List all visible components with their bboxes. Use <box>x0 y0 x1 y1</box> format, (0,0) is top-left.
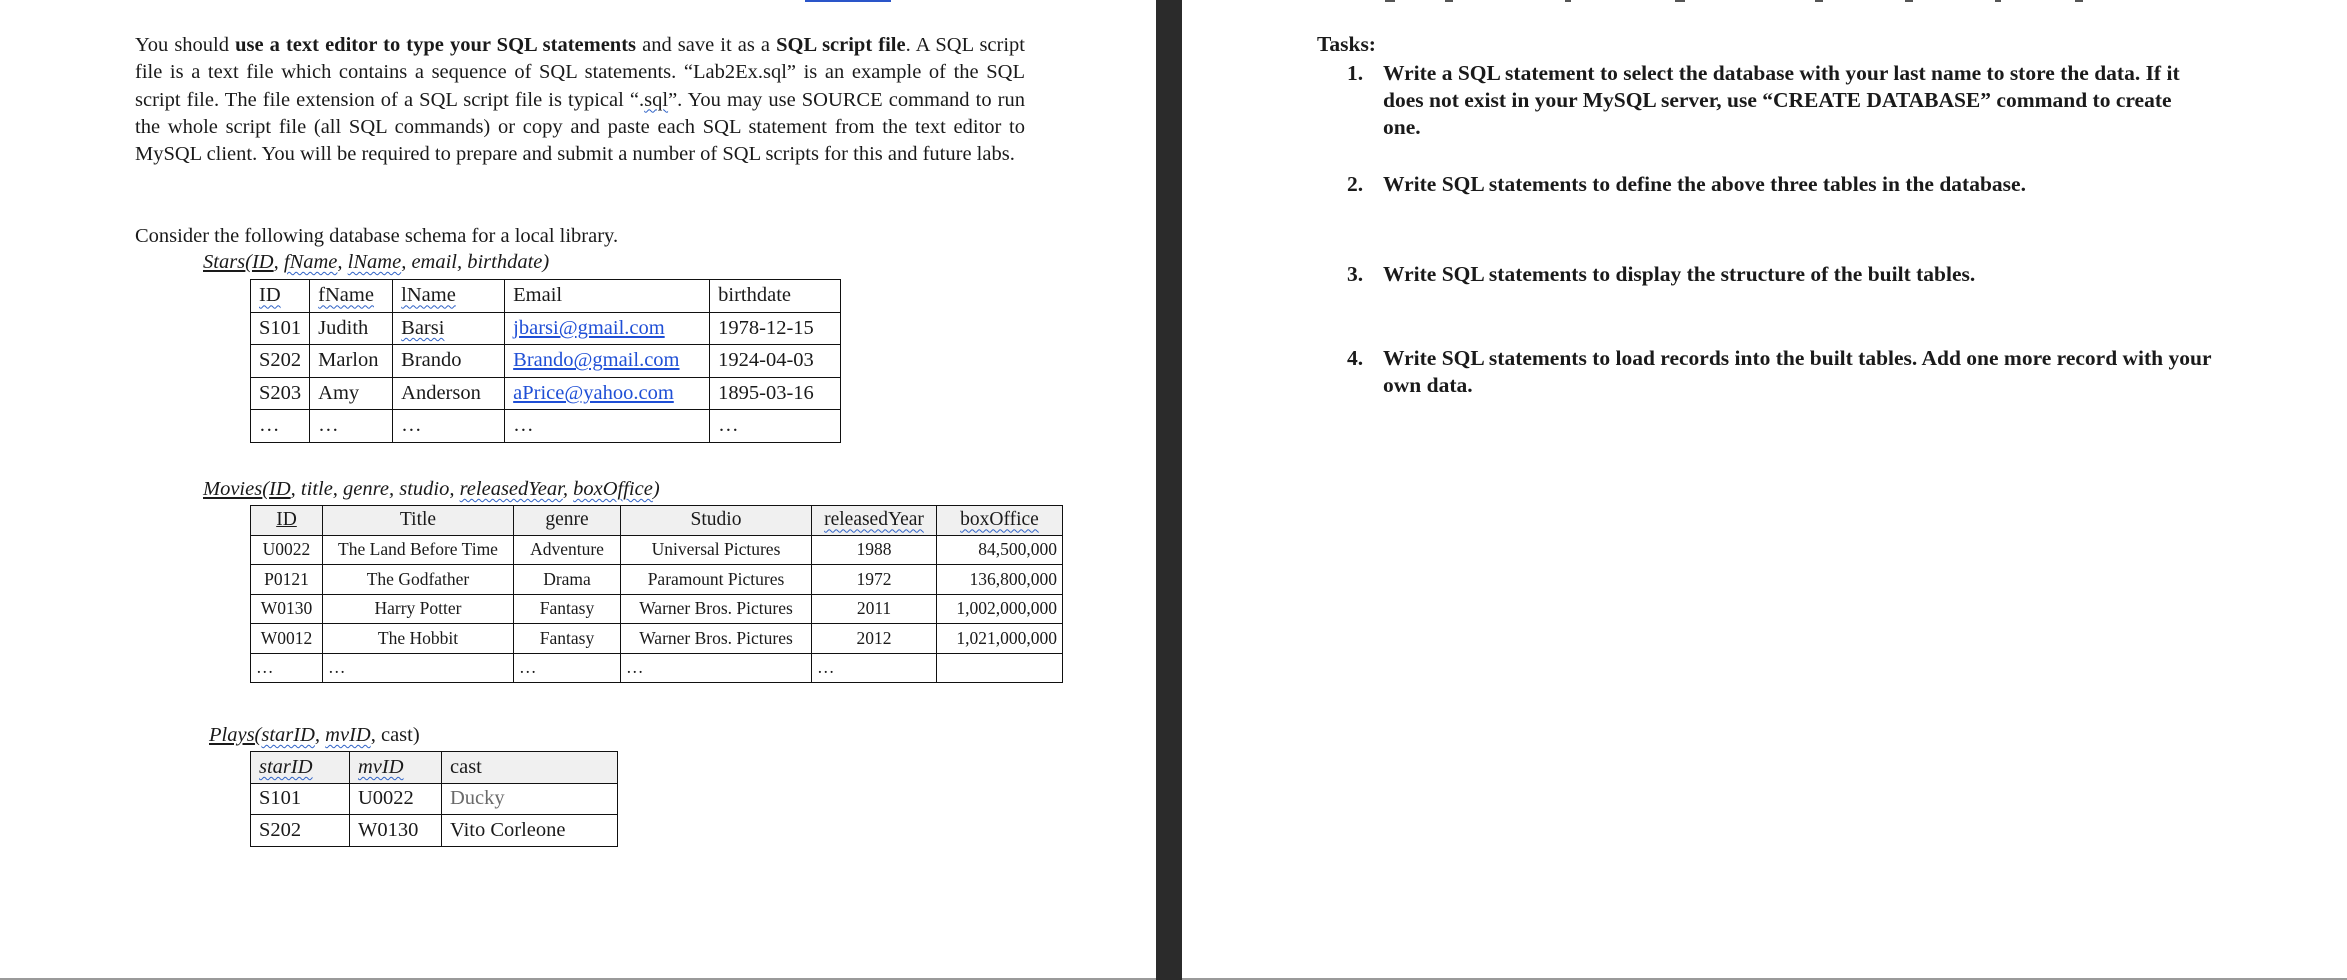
table-cell: Adventure <box>514 535 621 565</box>
table-cell: 1972 <box>812 565 937 595</box>
intro-text: You should <box>135 34 236 56</box>
table-row <box>251 345 841 378</box>
table-cell: The Land Before Time <box>323 535 514 565</box>
intro-paragraph <box>135 32 1025 168</box>
table-cell: 1988 <box>812 535 937 565</box>
plays-schema-key: mvID <box>325 724 371 746</box>
plays-schema-key: starID <box>261 724 315 746</box>
task-text: Write SQL statements to load records into the built tables. Add one more record with your own data. <box>1383 346 2212 397</box>
table-cell: 1,002,000,000 <box>937 594 1063 624</box>
email-link[interactable]: Brando@gmail.com <box>505 345 710 378</box>
stars-schema-attr: lName <box>347 251 402 273</box>
intro-text: and save it as a <box>636 34 777 56</box>
table-cell: S202 <box>251 345 310 378</box>
table-cell: Drama <box>514 565 621 595</box>
table-cell: Fantasy <box>514 594 621 624</box>
schema-paren: ( <box>245 251 252 273</box>
table-cell: 1978-12-15 <box>710 312 841 345</box>
table-row <box>251 624 1063 654</box>
intro-bold-text: SQL script file <box>776 34 906 56</box>
table-cell: S101 <box>251 783 350 815</box>
task-number: 3. <box>1347 262 1364 286</box>
intro-sql-extension: sql <box>644 88 669 111</box>
plays-schema-line <box>209 722 420 748</box>
table-cell: The Godfather <box>323 565 514 595</box>
table-cell: Warner Bros. Pictures <box>621 594 812 624</box>
task-text: Write SQL statements to display the structure of the built tables. <box>1383 262 1976 286</box>
table-row <box>251 653 1063 683</box>
schema-intro-text: Consider the following database schema for a local library. <box>135 225 619 247</box>
table-header-cell: birthdate <box>710 280 841 313</box>
table-header-cell: genre <box>514 506 621 536</box>
table-header-cell: boxOffice <box>937 506 1063 536</box>
table-cell: 2011 <box>812 594 937 624</box>
document-page-right <box>1182 0 2347 980</box>
task-number: 2. <box>1347 172 1364 196</box>
table-cell: Warner Bros. Pictures <box>621 624 812 654</box>
schema-paren: ( <box>262 478 270 500</box>
table-row <box>251 410 841 443</box>
table-cell: Fantasy <box>514 624 621 654</box>
table-cell: 1895-03-16 <box>710 377 841 410</box>
table-header-cell: lName <box>393 280 505 313</box>
tasks-heading: Tasks: <box>1317 32 1376 56</box>
stars-schema-key: ID <box>251 251 274 273</box>
movies-schema-name: Movies <box>203 478 263 500</box>
table-cell: … <box>812 653 937 683</box>
table-row <box>251 783 618 815</box>
table-header-cell: Email <box>505 280 710 313</box>
table-cell: Barsi <box>393 312 505 345</box>
table-cell: Universal Pictures <box>621 535 812 565</box>
table-cell: Ducky <box>442 783 618 815</box>
table-header-row <box>251 752 618 784</box>
intro-bold-text: use a text editor to type your SQL statements <box>235 34 637 56</box>
task-text: Write SQL statements to define the above three tables in the database. <box>1383 172 2026 196</box>
movies-schema-attrs: , title, genre, studio, <box>290 478 460 500</box>
table-header-cell: Title <box>323 506 514 536</box>
table-cell: … <box>393 410 505 443</box>
table-cell <box>937 653 1063 683</box>
movies-schema-attr: boxOffice <box>573 478 653 500</box>
table-cell: … <box>310 410 393 443</box>
plays-table <box>250 751 618 847</box>
table-cell: 1924-04-03 <box>710 345 841 378</box>
table-cell: Judith <box>310 312 393 345</box>
table-cell: 136,800,000 <box>937 565 1063 595</box>
table-cell: U0022 <box>350 783 442 815</box>
table-cell: Paramount Pictures <box>621 565 812 595</box>
table-header-cell: releasedYear <box>812 506 937 536</box>
table-cell: Amy <box>310 377 393 410</box>
movies-schema-key: ID <box>269 478 291 500</box>
table-header-cell: ID <box>251 280 310 313</box>
table-cell: 1,021,000,000 <box>937 624 1063 654</box>
email-link[interactable]: jbarsi@gmail.com <box>505 312 710 345</box>
schema-paren: ( <box>254 724 262 746</box>
task-text: Write a SQL statement to select the database with your last name to store the data. If it does not exist in your MySQL server, use “CREATE DATABASE” command to create one. <box>1383 61 2180 139</box>
table-row <box>251 377 841 410</box>
stars-table <box>250 279 841 443</box>
table-row <box>251 594 1063 624</box>
table-header-row <box>251 506 1063 536</box>
table-row <box>251 312 841 345</box>
schema-paren: ) <box>652 478 660 500</box>
task-number: 4. <box>1347 346 1364 370</box>
table-cell: … <box>514 653 621 683</box>
schema-separator: , <box>273 251 284 273</box>
clipped-hyperlink-underline <box>805 0 891 2</box>
schema-separator: , <box>314 724 326 746</box>
schema-separator: , <box>337 251 348 273</box>
schema-separator: , <box>562 478 574 500</box>
table-row <box>251 565 1063 595</box>
table-cell: P0121 <box>251 565 323 595</box>
table-cell: S202 <box>251 815 350 847</box>
table-cell: … <box>505 410 710 443</box>
table-header-cell: mvID <box>350 752 442 784</box>
movies-schema-attr: releasedYear <box>459 478 563 500</box>
table-row <box>251 815 618 847</box>
table-header-cell: starID <box>251 752 350 784</box>
table-cell: … <box>710 410 841 443</box>
stars-schema-name: Stars <box>203 251 246 273</box>
table-header-cell: ID <box>251 506 323 536</box>
table-row <box>251 535 1063 565</box>
stars-schema-line <box>203 249 549 275</box>
table-cell: … <box>621 653 812 683</box>
table-header-row <box>251 280 841 313</box>
table-cell: 84,500,000 <box>937 535 1063 565</box>
table-cell: Marlon <box>310 345 393 378</box>
table-cell: 2012 <box>812 624 937 654</box>
table-cell: The Hobbit <box>323 624 514 654</box>
table-header-cell: fName <box>310 280 393 313</box>
table-cell: W0130 <box>251 594 323 624</box>
stars-schema-attr: fName <box>283 251 338 273</box>
task-number: 1. <box>1347 61 1364 85</box>
plays-schema-attrs: , cast) <box>370 724 420 746</box>
movies-schema-line <box>203 476 660 502</box>
movies-table <box>250 505 1063 683</box>
table-cell: U0022 <box>251 535 323 565</box>
table-cell: W0130 <box>350 815 442 847</box>
table-cell: Harry Potter <box>323 594 514 624</box>
stars-schema-attrs: , email, birthdate) <box>401 251 550 273</box>
plays-schema-name: Plays <box>209 724 255 746</box>
table-cell: … <box>323 653 514 683</box>
table-cell: S203 <box>251 377 310 410</box>
table-header-cell: cast <box>442 752 618 784</box>
table-cell: … <box>251 653 323 683</box>
intro-text: ”. You may use SOURCE command to run the whole script file (all SQL commands) or copy and paste each SQL statement from the text editor to MySQL client. You will be required to prepare and submit a number of SQL scripts for this and future labs. <box>135 88 1026 166</box>
page-gutter <box>1156 0 1182 980</box>
table-cell: Vito Corleone <box>442 815 618 847</box>
email-link[interactable]: aPrice@yahoo.com <box>505 377 710 410</box>
table-header-cell: Studio <box>621 506 812 536</box>
table-cell: … <box>251 410 310 443</box>
table-cell: Anderson <box>393 377 505 410</box>
document-page-left <box>0 0 1156 980</box>
clipped-text-descenders <box>1385 0 2085 3</box>
table-cell: Brando <box>393 345 505 378</box>
intro-text: . A SQL script file is a text file which contains a sequence of SQL statements. “Lab2Ex.sql” is an example of the SQL script file. The file extension of a SQL script file is typical “. <box>135 34 1025 111</box>
table-cell: S101 <box>251 312 310 345</box>
table-cell: W0012 <box>251 624 323 654</box>
